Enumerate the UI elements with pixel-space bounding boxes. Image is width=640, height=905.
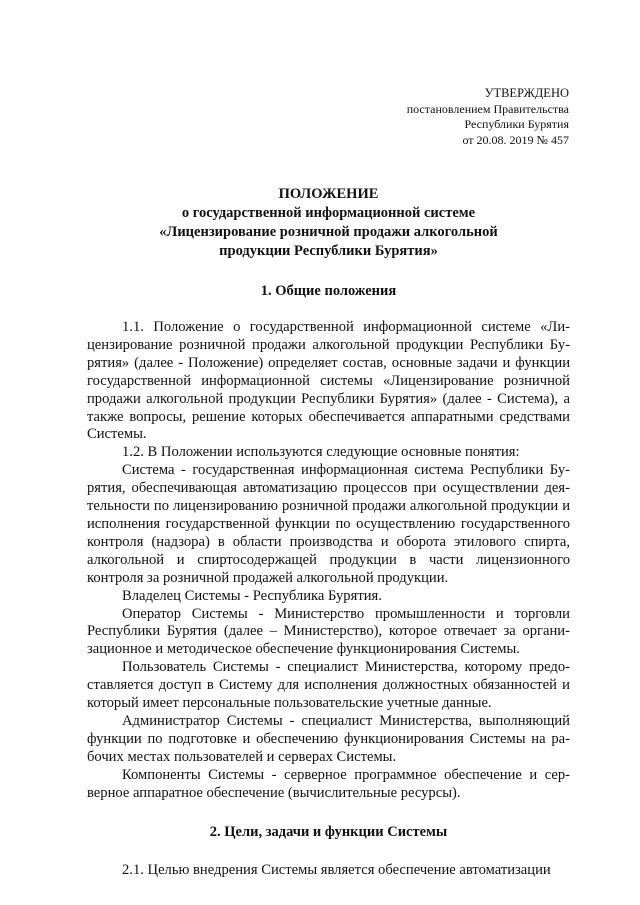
paragraph: Пользователь Системы - специалист Министерства, которому предоставляется доступ в Систему для исполнения должностных обязанностей и который имеет персональные пользовательские учетные данные. — [87, 659, 570, 712]
paragraph: Система - государственная информационная система Республики Бурятия, обеспечивающая автоматизацию процессов при осуществлении деятельности по лицензированию розничной продажи алкогольной продукции и исполнения государственной функции по осуществлению государственного контроля (надзора) в области производства и оборота этилового спирта, алкогольной и спиртосодержащей продукции в части лицензионного контроля за розничной продажей алкогольной продукции. — [87, 462, 570, 586]
approval-date-number: от 20.08. 2019 № 457 — [462, 132, 569, 147]
paragraph: Компоненты Системы - серверное программное обеспечение и серверное аппаратное обеспечение (вычислительные ресурсы). — [87, 766, 570, 801]
approval-heading: УТВЕРЖДЕНО — [484, 86, 569, 100]
paragraph: 1.2. В Положении используются следующие основные понятия: — [122, 444, 520, 461]
section-1-heading: 1. Общие положения — [260, 283, 397, 299]
title-line-1: ПОЛОЖЕНИЕ — [278, 186, 379, 202]
title-line-2: о государственной информационной системе — [181, 205, 476, 221]
section-2-body — [87, 862, 570, 880]
paragraph: 1.1. Положение о государственной информационной системе «Лицензирование розничной продажи алкогольной продукции Республики Бурятия» (далее - Положение) определяет состав, основные задачи и функции государственной информационной системы «Лицензирование розничной продажи алкогольной продукции Республики Бурятия» (далее - Система), а также вопросы, решение которых обеспечивается аппаратными средствами Системы. — [87, 319, 570, 443]
paragraph: Оператор Системы - Министерство промышленности и торговли Республики Бурятия (далее – Министерство), которое отвечает за организационное и методическое обеспечение функционирования Системы. — [87, 605, 570, 658]
approval-stamp — [87, 86, 570, 148]
section-2-heading: 2. Цели, задачи и функции Системы — [209, 824, 448, 841]
document-title — [87, 185, 570, 261]
approval-issuer: постановлением Правительства — [406, 101, 569, 116]
title-line-3: «Лицензирование розничной продажи алкогольной — [159, 224, 498, 240]
paragraph: Владелец Системы - Республика Бурятия. — [122, 587, 382, 604]
title-line-4: продукции Республики Бурятия» — [219, 243, 438, 259]
section-1-body — [87, 319, 570, 802]
paragraph: Администратор Системы - специалист Министерства, выполняющий функции по подготовке и обеспечению функционирования Системы на рабочих местах пользователей и серверах Системы. — [87, 712, 570, 765]
approval-region: Республики Бурятия — [464, 117, 569, 131]
paragraph: 2.1. Целью внедрения Системы является обеспечение автоматизации — [122, 862, 551, 879]
